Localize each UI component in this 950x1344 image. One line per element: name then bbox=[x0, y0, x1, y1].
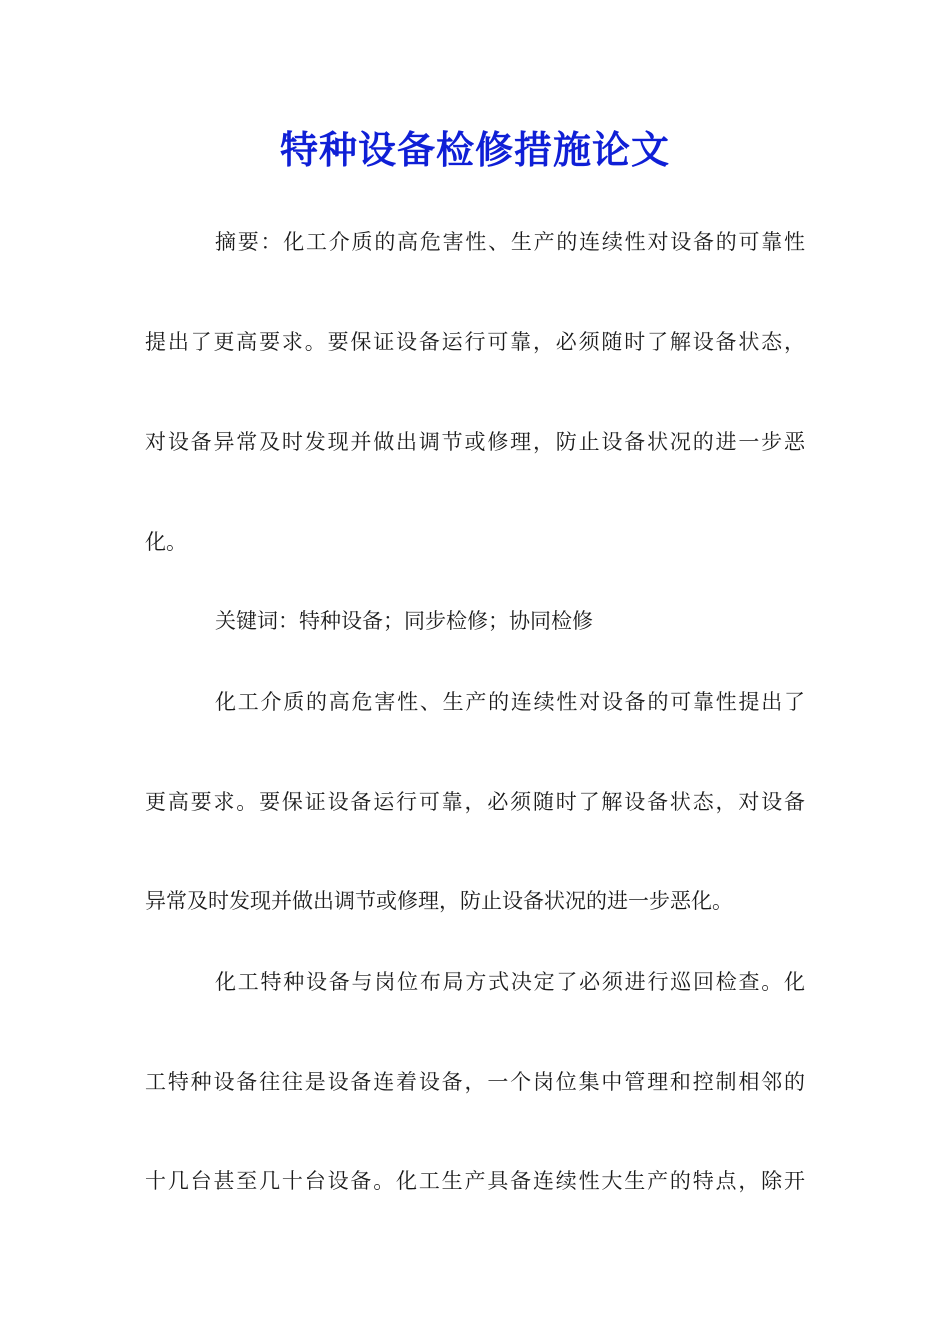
document-title: 特种设备检修措施论文 bbox=[279, 127, 670, 172]
abstract-line-3: 对设备异常及时发现并做出调节或修理，防止设备状况的进一步恶 bbox=[145, 430, 805, 454]
body-paragraph-1-line-2: 更高要求。要保证设备运行可靠，必须随时了解设备状态，对设备 bbox=[145, 790, 805, 814]
body-paragraph-2-line-2: 工特种设备往往是设备连着设备，一个岗位集中管理和控制相邻的 bbox=[145, 1070, 805, 1094]
body-paragraph-1-line-1: 化工介质的高危害性、生产的连续性对设备的可靠性提出了 bbox=[215, 690, 805, 714]
abstract-line-2: 提出了更高要求。要保证设备运行可靠，必须随时了解设备状态， bbox=[145, 330, 805, 354]
keywords-line: 关键词：特种设备；同步检修；协同检修 bbox=[215, 609, 593, 633]
body-paragraph-2-line-3: 十几台甚至几十台设备。化工生产具备连续性大生产的特点，除开 bbox=[145, 1169, 805, 1193]
abstract-line-1: 摘要：化工介质的高危害性、生产的连续性对设备的可靠性 bbox=[215, 230, 805, 254]
body-paragraph-1-line-3: 异常及时发现并做出调节或修理，防止设备状况的进一步恶化。 bbox=[145, 889, 733, 913]
abstract-line-4: 化。 bbox=[145, 530, 187, 554]
body-paragraph-2-line-1: 化工特种设备与岗位布局方式决定了必须进行巡回检查。化 bbox=[215, 970, 805, 994]
